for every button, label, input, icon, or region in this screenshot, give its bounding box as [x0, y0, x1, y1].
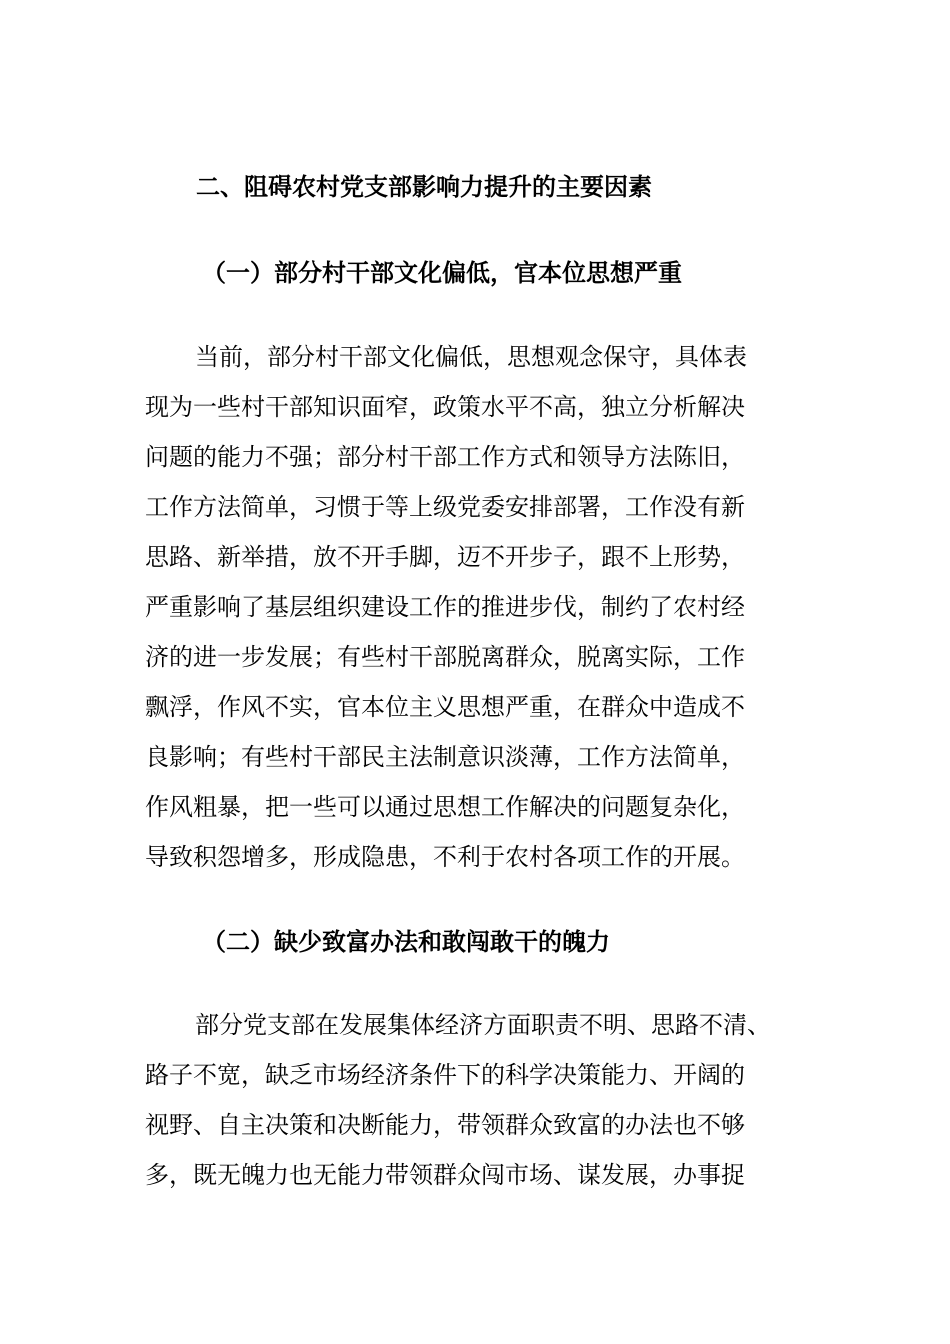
section-1-paragraph — [145, 332, 815, 882]
paragraph-line: 视野、自主决策和决断能力，带领群众致富的办法也不够 — [145, 1111, 745, 1139]
paragraph-line: 多，既无魄力也无能力带领群众闯市场、谋发展，办事捉 — [145, 1161, 745, 1189]
section-heading-2: （二）缺少致富办法和敢闯敢干的魄力 — [202, 928, 610, 956]
paragraph-line: 当前，部分村干部文化偏低，思想观念保守，具体表 — [195, 343, 747, 371]
paragraph-line: 部分党支部在发展集体经济方面职责不明、思路不清、 — [195, 1011, 771, 1039]
paragraph-line: 飘浮，作风不实，官本位主义思想严重，在群众中造成不 — [145, 693, 745, 721]
paragraph-line: 现为一些村干部知识面窄，政策水平不高，独立分析解决 — [145, 393, 745, 421]
paragraph-line: 思路、新举措，放不开手脚，迈不开步子，跟不上形势， — [145, 543, 745, 571]
section-2-paragraph — [145, 1000, 815, 1200]
section-heading-1: （一）部分村干部文化偏低，官本位思想严重 — [202, 259, 682, 287]
paragraph-line: 导致积怨增多，形成隐患，不利于农村各项工作的开展。 — [145, 843, 745, 871]
paragraph-line: 问题的能力不强；部分村干部工作方式和领导方法陈旧， — [145, 443, 745, 471]
paragraph-line: 工作方法简单，习惯于等上级党委安排部署，工作没有新 — [145, 493, 745, 521]
main-heading: 二、阻碍农村党支部影响力提升的主要因素 — [196, 173, 652, 201]
paragraph-line: 路子不宽，缺乏市场经济条件下的科学决策能力、开阔的 — [145, 1061, 745, 1089]
paragraph-line: 济的进一步发展；有些村干部脱离群众，脱离实际，工作 — [145, 643, 745, 671]
paragraph-line: 严重影响了基层组织建设工作的推进步伐，制约了农村经 — [145, 593, 745, 621]
paragraph-line: 作风粗暴，把一些可以通过思想工作解决的问题复杂化， — [145, 793, 745, 821]
paragraph-line: 良影响；有些村干部民主法制意识淡薄，工作方法简单， — [145, 743, 745, 771]
